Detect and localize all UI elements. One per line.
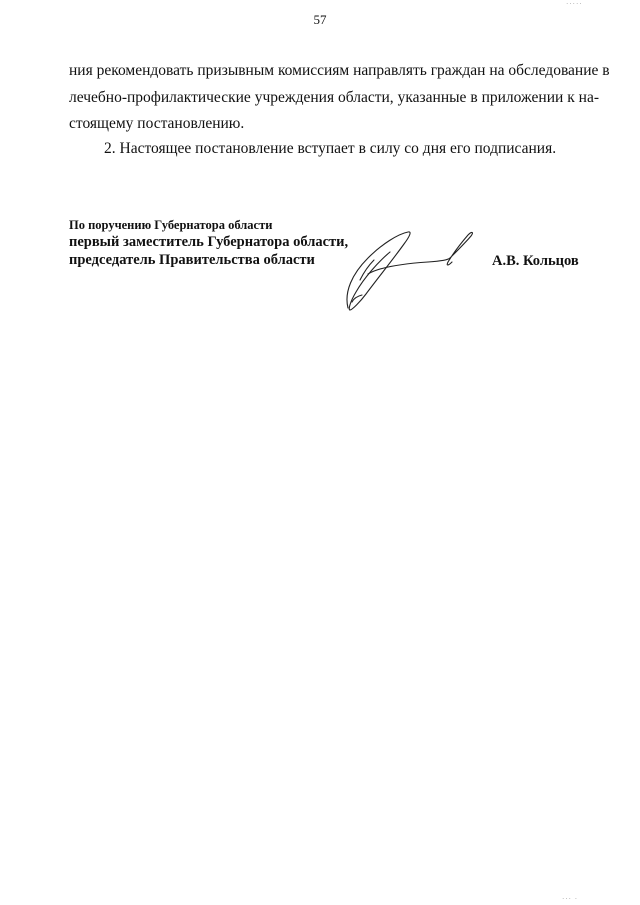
body-line-2: лечебно-профилактические учреждения области, указанные в приложении к на-: [69, 89, 599, 106]
body-line-1: ния рекомендовать призывным комиссиям направлять граждан на обследование в: [69, 62, 610, 79]
on-behalf-label: По поручению Губернатора области: [69, 218, 273, 232]
signatory-name: А.В. Кольцов: [492, 253, 579, 269]
body-line-3: стоящему постановлению.: [69, 115, 245, 132]
handwritten-signature-icon: [338, 222, 488, 314]
page-number: 57: [313, 12, 327, 27]
body-line-4: 2. Настоящее постановление вступает в силу со дня его подписания.: [104, 140, 557, 157]
signatory-position-2: председатель Правительства области: [69, 252, 315, 268]
signatory-position-1: первый заместитель Губернатора области,: [69, 234, 349, 250]
scan-artifact-bottom: ··· ·: [562, 895, 579, 903]
scan-artifact-top: ·····: [566, 0, 583, 8]
